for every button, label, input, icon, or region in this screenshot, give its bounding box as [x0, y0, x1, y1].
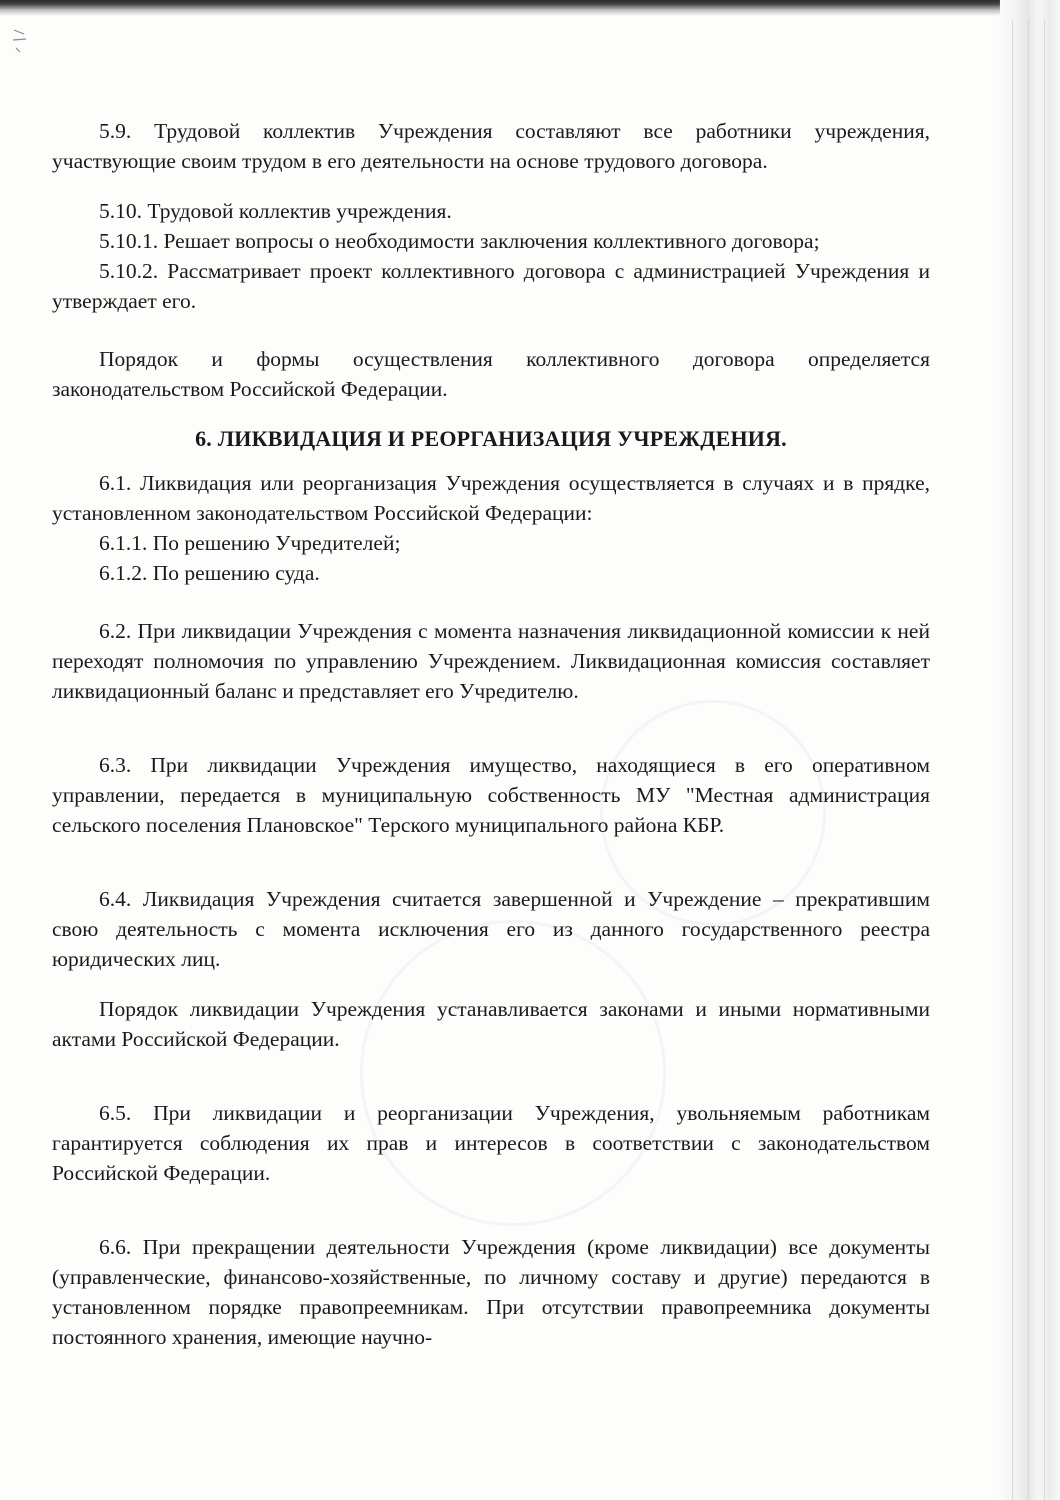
paragraph-6-1: 6.1. Ликвидация или реорганизация Учреждения осуществляется в случаях и в прядке, установленном законодательством Российской Федерации: [52, 471, 930, 525]
paragraph-6-4: 6.4. Ликвидация Учреждения считается завершенной и Учреждение – прекратившим свою деятельность с момента исключения его из данного государственного реестра юридических лиц. [52, 887, 930, 971]
paragraph-5-10-1: 5.10.1. Решает вопросы о необходимости заключения коллективного договора; [99, 229, 820, 253]
document-body [52, 116, 930, 1352]
paragraph-6-1-2: 6.1.2. По решению суда. [99, 561, 320, 585]
paragraph-6-2: 6.2. При ликвидации Учреждения с момента назначения ликвидационной комиссии к ней переходят полномочия по управлению Учреждением. Ликвидационная комиссия составляет ликвидационный баланс и представляет его Учредителю. [52, 619, 930, 703]
paragraph-5-10-2: 5.10.2. Рассматривает проект коллективного договора с администрацией Учреждения и утверждает его. [52, 259, 930, 313]
paragraph-6-6: 6.6. При прекращении деятельности Учреждения (кроме ликвидации) все документы (управленческие, финансово-хозяйственные, по личному составу и другие) передаются в установленном порядке правопреемникам. При отсутствии правопреемника документы постоянного хранения, имеющие научно- [52, 1235, 930, 1349]
paragraph-6-3: 6.3. При ликвидации Учреждения имущество, находящиеся в его оперативном управлении, передается в муниципальную собственность МУ "Местная администрация сельского поселения Плановское" Терского муниципального района КБР. [52, 753, 930, 837]
paragraph-liquidation-order: Порядок ликвидации Учреждения устанавливается законами и иными нормативными актами Российской Федерации. [52, 997, 930, 1051]
section-6-heading: 6. ЛИКВИДАЦИЯ И РЕОРГАНИЗАЦИЯ УЧРЕЖДЕНИЯ. [195, 426, 787, 451]
scan-right-edge [998, 0, 1060, 1500]
paragraph-5-9: 5.9. Трудовой коллектив Учреждения составляют все работники учреждения, участвующие своим трудом в его деятельности на основе трудового договора. [52, 119, 930, 173]
scan-corner-mark [10, 26, 30, 56]
paragraph-collective-order: Порядок и формы осуществления коллективного договора определяется законодательством Российской Федерации. [52, 347, 930, 401]
paragraph-6-5: 6.5. При ликвидации и реорганизации Учреждения, увольняемым работникам гарантируется соблюдения их прав и интересов в соответствии с законодательством Российской Федерации. [52, 1101, 930, 1185]
paragraph-6-1-1: 6.1.1. По решению Учредителей; [99, 531, 401, 555]
scan-top-edge [0, 0, 1000, 16]
paragraph-5-10: 5.10. Трудовой коллектив учреждения. [99, 199, 452, 223]
